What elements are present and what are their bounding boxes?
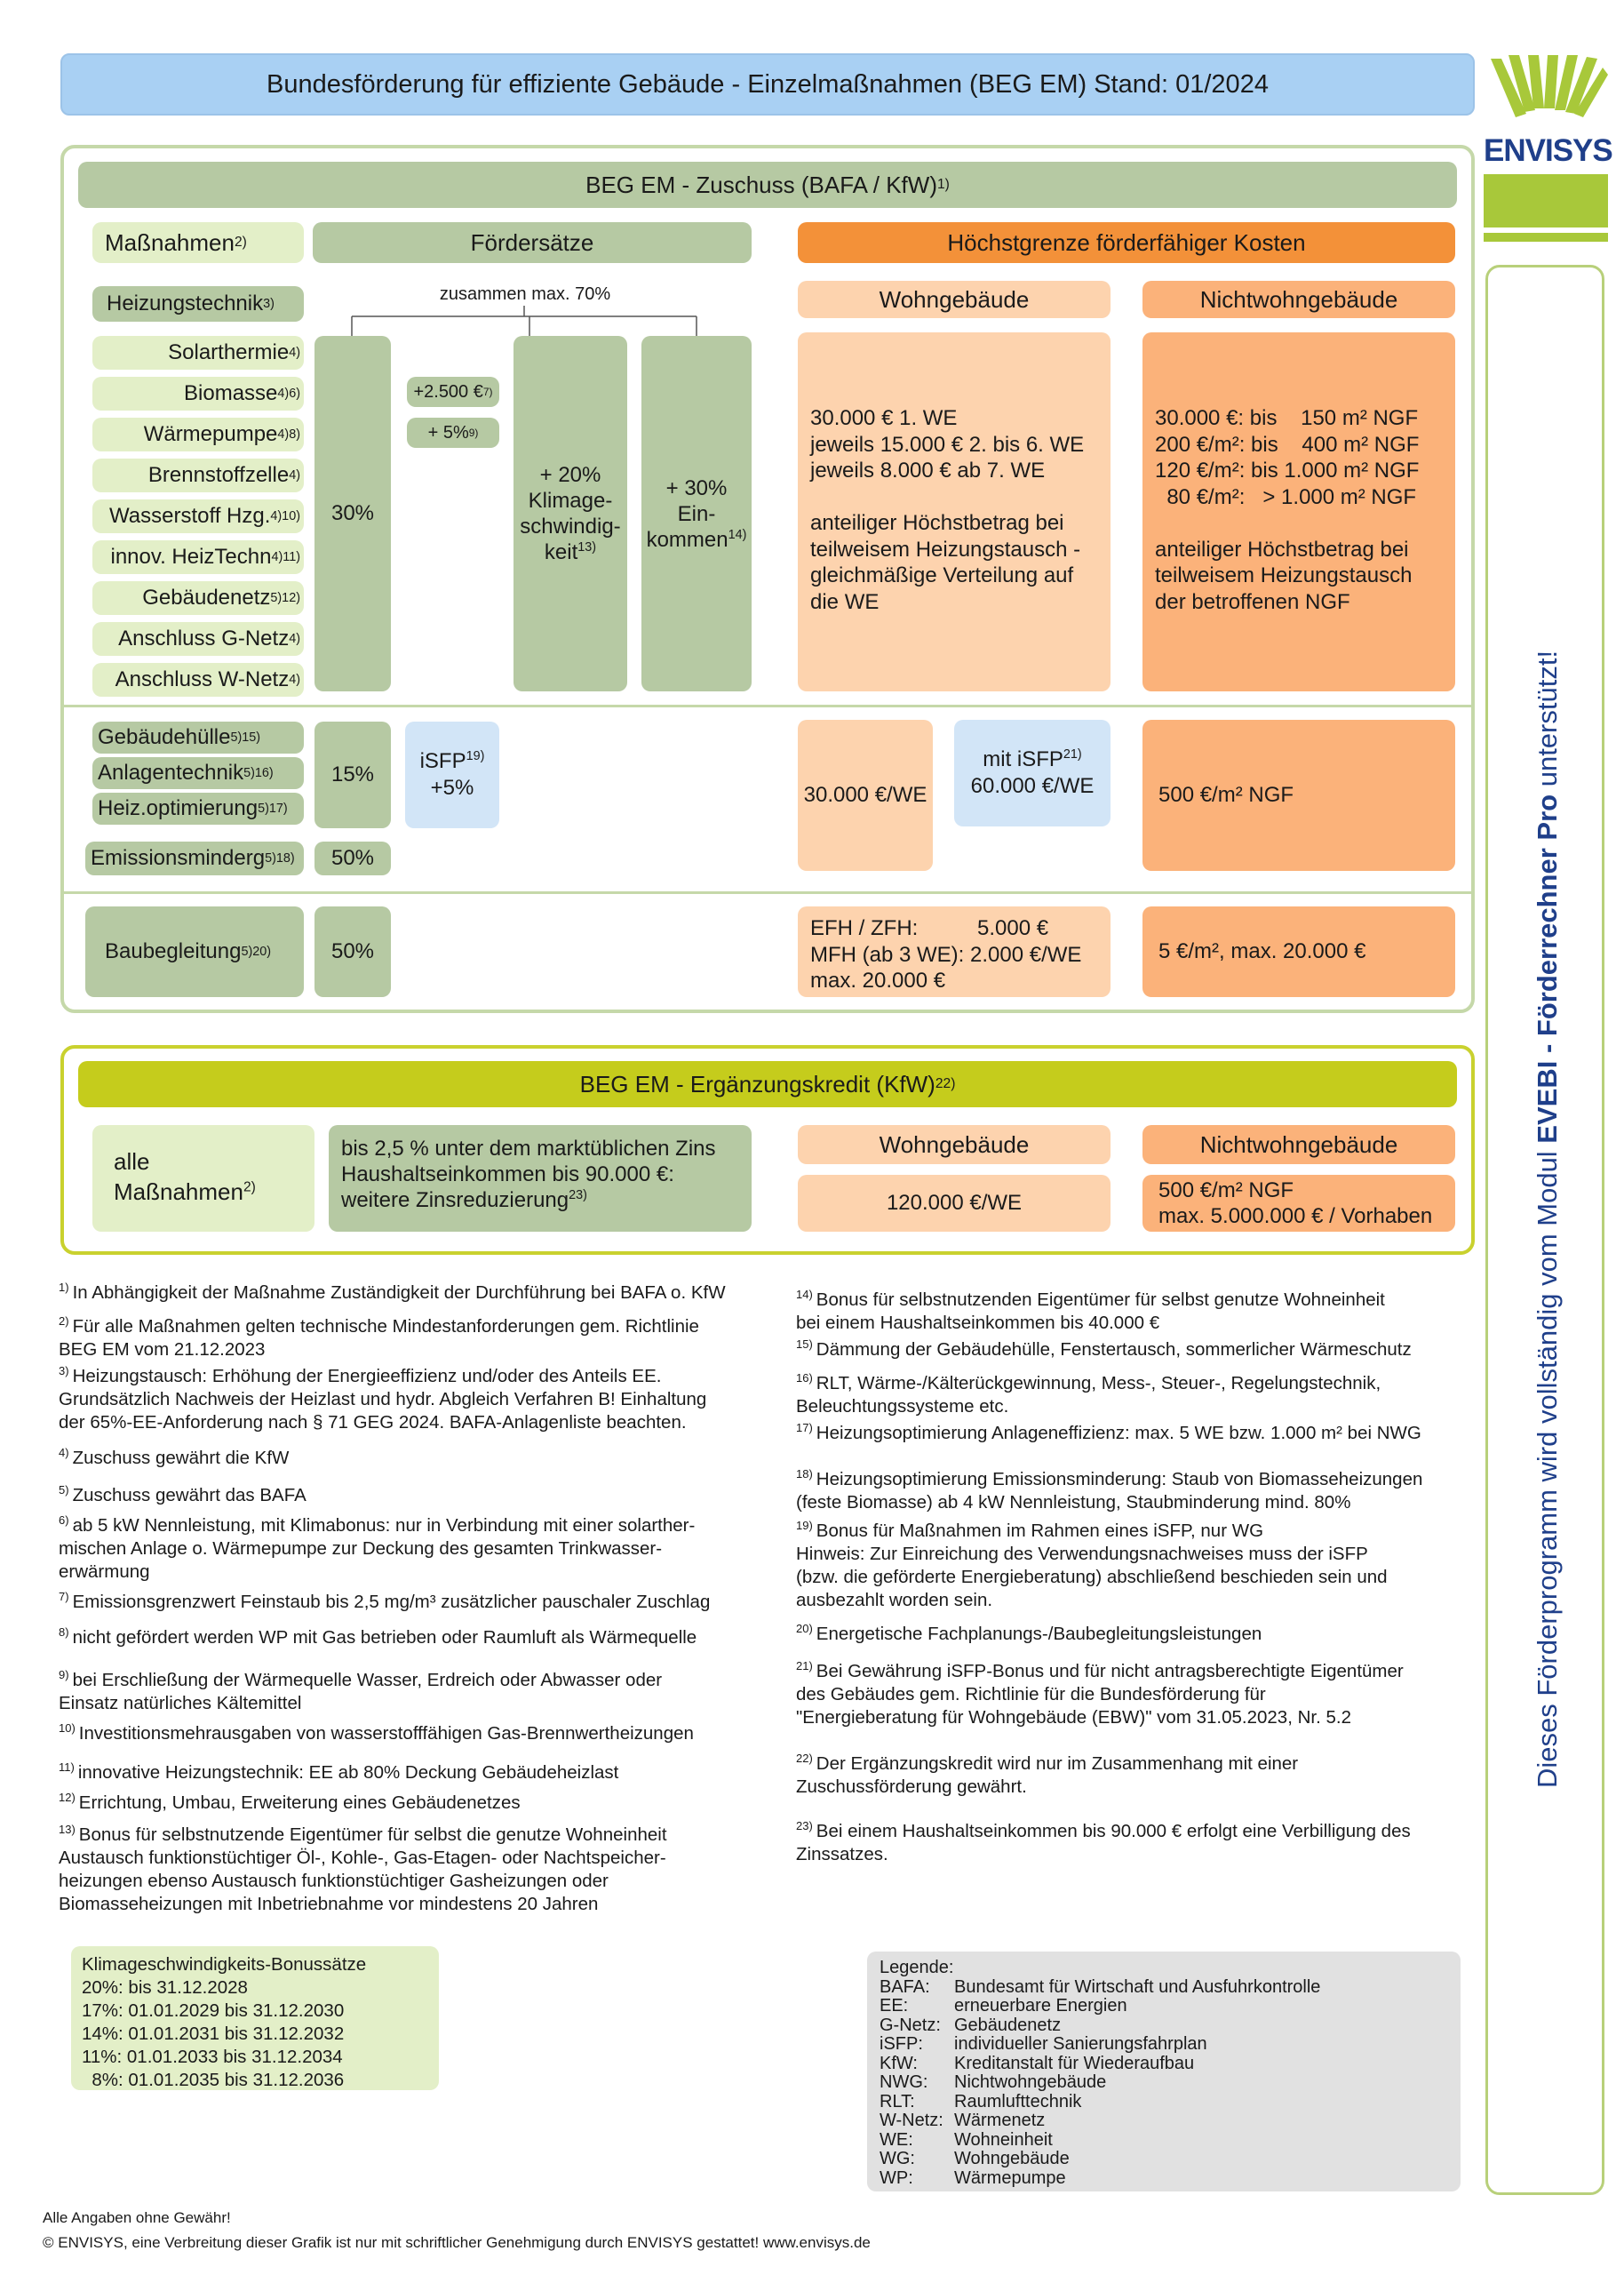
- legende-value: Wärmenetz: [954, 2111, 1046, 2130]
- footnote: [59, 1756, 823, 1784]
- sidebar-text-main: Dieses Förderprogramm wird vollständig vom Modul: [1532, 1143, 1563, 1788]
- text-line: teilweisem Heizungstausch -: [810, 537, 1081, 562]
- kredit-nwg-value: 500 €/m² NGF max. 5.000.000 € / Vorhaben: [1142, 1175, 1455, 1232]
- zuschuss-title: BEG EM - Zuschuss (BAFA / KfW) 1): [78, 162, 1457, 208]
- legende-row: [880, 2111, 1448, 2131]
- heiz-item: Gebäudenetz 5)12): [92, 581, 304, 615]
- legende-row: [880, 2016, 1448, 2036]
- footnote: [59, 1621, 823, 1649]
- heizungstechnik-label: Heizungstechnik 3): [92, 286, 304, 322]
- heiz-item: innov. HeizTechn 4)11): [92, 540, 304, 574]
- baubegleitung-label: Baubegleitung 5)20): [85, 906, 304, 997]
- huelle-item: Anlagentechnik 5)16): [92, 757, 304, 789]
- heiz-item: Solarthermie 4): [92, 336, 304, 370]
- footnote: [59, 1310, 823, 1361]
- footnote-number: 1): [59, 1281, 69, 1294]
- legende-value: erneuerbare Energien: [954, 1996, 1127, 2016]
- legende-row: [880, 2073, 1448, 2093]
- rate-50-bau: 50%: [314, 906, 391, 997]
- legende-value: Raumlufttechnik: [954, 2091, 1082, 2111]
- legende-key: BAFA:: [880, 1976, 930, 1997]
- legende-row: [880, 1997, 1448, 2016]
- klima-row: 17%: 01.01.2029 bis 31.12.2030: [82, 2000, 345, 2021]
- footnote: [59, 1276, 823, 1305]
- footnote-text: Heizungstausch: Erhöhung der Energieeffizienz und/oder des Anteils EE. Grundsätzlich Nachweis der Heizlast und hydr. Abgleich Verfahren B! Einhaltung der 65%-EE-Anforderung nach § 71 GEG 2024. BAFA-Anlagenliste beachten.: [59, 1365, 707, 1433]
- footnote-text: Energetische Fachplanungs-/Baubegleitungsleistungen: [816, 1623, 1262, 1644]
- footnote-text: innovative Heizungstechnik: EE ab 80% Deckung Gebäudeheizlast: [77, 1761, 619, 1783]
- footnote: [59, 1585, 823, 1614]
- footnote-text: nicht gefördert werden WP mit Gas betrieben oder Raumluft als Wärmequelle: [72, 1626, 697, 1648]
- wohn-header: Wohngebäude: [798, 281, 1111, 318]
- legende-key: EE:: [880, 1996, 909, 2016]
- emission-label: Emissionsminderg 5)18): [85, 842, 304, 875]
- heiz-item: Brennstoffzelle 4): [92, 459, 304, 492]
- header-hoechstgrenze: Höchstgrenze förderfähiger Kosten: [798, 222, 1455, 263]
- footnote-text: Investitionsmehrausgaben von wasserstofffähigen Gas-Brennwertheizungen: [78, 1722, 694, 1744]
- legende-value: Wärmepumpe: [954, 2167, 1066, 2188]
- divider-2: [64, 891, 1471, 894]
- footnote-text: Für alle Maßnahmen gelten technische Mindestanforderungen gem. Richtlinie BEG EM vom 21.12.2023: [59, 1315, 699, 1360]
- text-line: [1155, 510, 1443, 537]
- footnote-number: 20): [796, 1622, 813, 1635]
- legende-row: [880, 2093, 1448, 2112]
- bonus-waermepumpe: + 5% 9): [407, 418, 499, 448]
- kredit-zins: bis 2,5 % unter dem marktüblichen Zins Haushaltseinkommen bis 90.000 €: weitere Zinsreduzierung$^{23)}$: [329, 1125, 752, 1232]
- kredit-wohn-value: 120.000 €/WE: [798, 1175, 1111, 1232]
- text-line: der betroffenen NGF: [1155, 589, 1350, 614]
- footnote-number: 15): [796, 1337, 813, 1351]
- footnote-number: 11): [59, 1760, 75, 1774]
- heiz-item: Wärmepumpe 4)8): [92, 418, 304, 451]
- footnote-number: 9): [59, 1668, 69, 1681]
- legende-row: [880, 2055, 1448, 2074]
- footnote: [796, 1617, 1480, 1646]
- footnote-number: 21): [796, 1659, 813, 1672]
- footer-copyright: © ENVISYS, eine Verbreitung dieser Grafik ist nur mit schriftlicher Genehmigung durch ENVISYS gestattet! www.envisys.de: [43, 2234, 871, 2251]
- footnote-number: 3): [59, 1364, 69, 1377]
- footnote-text: RLT, Wärme-/Kälterückgewinnung, Mess-, Steuer-, Regelungstechnik, Beleuchtungssysteme etc.: [796, 1372, 1381, 1417]
- footer-disclaimer: Alle Angaben ohne Gewähr!: [43, 2209, 231, 2226]
- footnote-number: 16): [796, 1371, 813, 1385]
- rate-30: 30%: [314, 336, 391, 691]
- nwg-header: Nichtwohngebäude: [1142, 281, 1455, 318]
- footnote: [796, 1333, 1480, 1361]
- footnote-number: 19): [796, 1519, 813, 1532]
- footnote-number: 2): [59, 1314, 69, 1328]
- footnote: [796, 1417, 1480, 1445]
- huelle-item: Heiz.optimierung 5)17): [92, 793, 304, 825]
- legende-value: Wohngebäude: [954, 2149, 1070, 2168]
- nwg-heiz-box: [1142, 332, 1455, 691]
- isfp-bonus: iSFP$^{19)}$ +5%: [405, 722, 499, 828]
- klima-row: 20%: bis 31.12.2028: [82, 1977, 248, 1998]
- legende-title: Legende:: [880, 1958, 954, 1977]
- footnote-number: 14): [796, 1288, 813, 1301]
- footnote-text: Heizungsoptimierung Anlageneffizienz: max. 5 WE bzw. 1.000 m² bei NWG: [816, 1422, 1421, 1443]
- divider-1: [64, 705, 1471, 707]
- text-line: 80 €/m²: > 1.000 m² NGF: [1155, 484, 1417, 509]
- legende-value: individueller Sanierungsfahrplan: [954, 2034, 1207, 2054]
- footnote-text: Bonus für selbstnutzende Eigentümer für selbst die genutze Wohneinheit Austausch funktionstüchtiger Öl-, Kohle-, Gas-Etagen- oder Nachtspeicher- heizungen ebenso Austausch funktionstüchtiger Gasheizungen oder Biomasseheizungen mit Inbetriebnahme vor mindestens 20 Jahren: [59, 1824, 667, 1914]
- wohn-bau-box: [798, 906, 1111, 997]
- footnote: [59, 1360, 823, 1434]
- legende-box: [867, 1952, 1461, 2191]
- text-line: 30.000 €: bis 150 m² NGF: [1155, 406, 1419, 430]
- footnote-text: Dämmung der Gebäudehülle, Fenstertausch, sommerlicher Wärmeschutz: [816, 1338, 1412, 1360]
- text-line: 120 €/m²: bis 1.000 m² NGF: [1155, 459, 1420, 483]
- kredit-wohn-header: Wohngebäude: [798, 1125, 1111, 1164]
- klima-row: 14%: 01.01.2031 bis 31.12.2032: [82, 2024, 345, 2044]
- footnote: [796, 1283, 1480, 1335]
- footnote-number: 22): [796, 1752, 813, 1765]
- legende-row: [880, 1978, 1448, 1998]
- sidebar-banner: [1485, 265, 1604, 2195]
- footnote-number: 6): [59, 1513, 69, 1527]
- text-line: EFH / ZFH: 5.000 €: [810, 916, 1049, 940]
- legende-key: RLT:: [880, 2091, 915, 2111]
- wohn-heiz-box: [798, 332, 1111, 691]
- footnote-text: In Abhängigkeit der Maßnahme Zuständigkeit der Durchführung bei BAFA o. KfW: [72, 1281, 726, 1303]
- legende-row: [880, 2131, 1448, 2151]
- huelle-item: Gebäudehülle 5)15): [92, 722, 304, 754]
- wohn-isfp-box: mit iSFP$^{21)}$ 60.000 €/WE: [954, 720, 1111, 826]
- legende-value: Bundesamt für Wirtschaft und Ausfuhrkontrolle: [954, 1976, 1321, 1997]
- footnote-number: 7): [59, 1590, 69, 1603]
- klima-bonus: + 20% Klimage- schwindig- keit$^{13)}$: [513, 336, 627, 691]
- kredit-nwg-header: Nichtwohngebäude: [1142, 1125, 1455, 1164]
- legende-value: Wohneinheit: [954, 2129, 1053, 2150]
- footnote-text: Errichtung, Umbau, Erweiterung eines Gebäudenetzes: [78, 1792, 521, 1813]
- text-line: gleichmäßige Verteilung auf: [810, 563, 1074, 587]
- footnote: [59, 1479, 823, 1507]
- text-line: 200 €/m²: bis 400 m² NGF: [1155, 432, 1420, 457]
- legende-key: WP:: [880, 2167, 913, 2188]
- page-title-bar: [60, 53, 1475, 116]
- footnote: [796, 1655, 1480, 1729]
- legende-row: [880, 2169, 1448, 2189]
- text-line: die WE: [810, 589, 880, 614]
- bracket-lines: [338, 306, 711, 338]
- footnote-number: 8): [59, 1625, 69, 1639]
- footnote-text: Der Ergänzungskredit wird nur im Zusammenhang mit einer Zuschussförderung gewährt.: [796, 1752, 1299, 1797]
- footnote-text: Zuschuss gewährt das BAFA: [72, 1484, 306, 1505]
- footnote-number: 12): [59, 1791, 76, 1804]
- text-line: teilweisem Heizungstausch: [1155, 563, 1413, 587]
- legende-value: Gebäudenetz: [954, 2015, 1062, 2035]
- legende-key: iSFP:: [880, 2034, 923, 2054]
- footnote-number: 17): [796, 1421, 813, 1434]
- bonus-biomasse: +2.500 € 7): [407, 377, 499, 407]
- footnote-text: Emissionsgrenzwert Feinstaub bis 2,5 mg/m³ zusätzlicher pauschaler Zuschlag: [72, 1591, 711, 1612]
- text-line: anteiliger Höchstbetrag bei: [1155, 537, 1409, 562]
- wohn-huelle-box: 30.000 €/WE: [798, 720, 933, 871]
- footnote-number: 10): [59, 1721, 76, 1735]
- footnote-text: ab 5 kW Nennleistung, mit Klimabonus: nur in Verbindung mit einer solarther- mischen Anlage o. Wärmepumpe zur Deckung des gesamten Trinkwasser- erwärmung: [59, 1514, 696, 1582]
- rate-50-emission: 50%: [314, 842, 391, 875]
- footnote-number: 4): [59, 1446, 69, 1459]
- kredit-title: BEG EM - Ergänzungskredit (KfW) 22): [78, 1061, 1457, 1107]
- legende-key: WG:: [880, 2149, 915, 2168]
- legende-key: W-Netz:: [880, 2111, 943, 2130]
- klima-box-title: Klimageschwindigkeits-Bonussätze: [82, 1954, 367, 1975]
- envisys-logo: [1484, 55, 1612, 242]
- footnote: [59, 1441, 823, 1470]
- footnote: [796, 1367, 1480, 1418]
- legende-key: WE:: [880, 2129, 913, 2150]
- footnote-text: Zuschuss gewährt die KfW: [72, 1447, 290, 1468]
- sidebar-highlight: EVEBI - Förderrechner Pro: [1532, 794, 1563, 1144]
- legende-key: NWG:: [880, 2072, 928, 2092]
- sidebar-text-end: unterstützt!: [1532, 650, 1563, 794]
- legende-key: G-Netz:: [880, 2015, 941, 2035]
- heiz-item: Biomasse 4)6): [92, 377, 304, 411]
- text-line: [810, 484, 1098, 511]
- heiz-item: Anschluss G-Netz 4): [92, 622, 304, 656]
- klima-bonus-box: [71, 1946, 439, 2090]
- legende-key: KfW:: [880, 2053, 918, 2073]
- nwg-bau-box: 5 €/m², max. 20.000 €: [1142, 906, 1455, 997]
- logo-text: ENVISYS: [1484, 133, 1612, 168]
- legende-value: Nichtwohngebäude: [954, 2072, 1107, 2092]
- footnote: [796, 1463, 1480, 1514]
- footnote: [796, 1747, 1480, 1799]
- legende-row: [880, 2150, 1448, 2169]
- legende-value: Kreditanstalt für Wiederaufbau: [954, 2053, 1195, 2073]
- rate-15: 15%: [314, 722, 391, 828]
- footnote: [59, 1509, 823, 1584]
- header-foerdersaetze: Fördersätze: [313, 222, 752, 263]
- kredit-alle: alle Maßnahmen$^{2)}$: [92, 1125, 314, 1232]
- zusammen-label: zusammen max. 70%: [439, 283, 611, 304]
- footnote: [796, 1514, 1480, 1612]
- footnote-text: bei Erschließung der Wärmequelle Wasser, Erdreich oder Abwasser oder Einsatz natürliches Kältemittel: [59, 1669, 663, 1713]
- footnote-number: 18): [796, 1467, 813, 1481]
- nwg-huelle-box: 500 €/m² NGF: [1142, 720, 1455, 871]
- footnote-text: Heizungsoptimierung Emissionsminderung: Staub von Biomasseheizungen (feste Biomasse) ab 4 kW Nennleistung, Staubminderung mind. 80%: [796, 1468, 1423, 1513]
- footnote: [59, 1786, 823, 1815]
- text-line: max. 20.000 €: [810, 969, 946, 993]
- footnote: [59, 1717, 823, 1745]
- footnote-text: Bei Gewährung iSFP-Bonus und für nicht antragsberechtigte Eigentümer des Gebäudes gem. Richtlinie für die Bundesförderung für "Energieberatung für Wohngebäude (EBW)" vom 31.05.2023, Nr. 5.2: [796, 1660, 1404, 1728]
- klima-row: 11%: 01.01.2033 bis 31.12.2034: [82, 2047, 343, 2067]
- text-line: anteiliger Höchstbetrag bei: [810, 511, 1064, 535]
- legende-row: [880, 2035, 1448, 2055]
- text-line: MFH (ab 3 WE): 2.000 €/WE: [810, 942, 1082, 967]
- footnote-number: 13): [59, 1823, 76, 1836]
- text-line: jeweils 8.000 € ab 7. WE: [810, 459, 1046, 483]
- heiz-item: Anschluss W-Netz 4): [92, 663, 304, 697]
- heiz-item: Wasserstoff Hzg. 4)10): [92, 499, 304, 533]
- page-title: Bundesförderung für effiziente Gebäude - Einzelmaßnahmen (BEG EM) Stand: 01/2024: [267, 69, 1269, 99]
- einkommen-bonus: + 30% Ein- kommen$^{14)}$: [641, 336, 752, 691]
- header-massnahmen: Maßnahmen 2): [92, 222, 304, 263]
- footnote-number: 23): [796, 1819, 813, 1832]
- footnote: [796, 1815, 1480, 1866]
- footnote: [59, 1818, 823, 1916]
- footnote-text: Bonus für Maßnahmen im Rahmen eines iSFP, nur WG Hinweis: Zur Einreichung des Verwendungsnachweises muss der iSFP (bzw. die geförderte Energieberatung) abschließend beschieden sein und ausbezahlt worden sein.: [796, 1520, 1388, 1610]
- footnote: [59, 1664, 823, 1715]
- sidebar-text: [1532, 650, 1564, 1788]
- klima-row: 8%: 01.01.2035 bis 31.12.2036: [82, 2070, 345, 2090]
- footnote-number: 5): [59, 1483, 69, 1497]
- footnote-text: Bonus für selbstnutzenden Eigentümer für selbst genutze Wohneinheit bei einem Haushaltseinkommen bis 40.000 €: [796, 1289, 1385, 1333]
- text-line: 30.000 € 1. WE: [810, 406, 958, 430]
- text-line: jeweils 15.000 € 2. bis 6. WE: [810, 432, 1085, 457]
- footnote-text: Bei einem Haushaltseinkommen bis 90.000 € erfolgt eine Verbilligung des Zinssatzes.: [796, 1820, 1411, 1864]
